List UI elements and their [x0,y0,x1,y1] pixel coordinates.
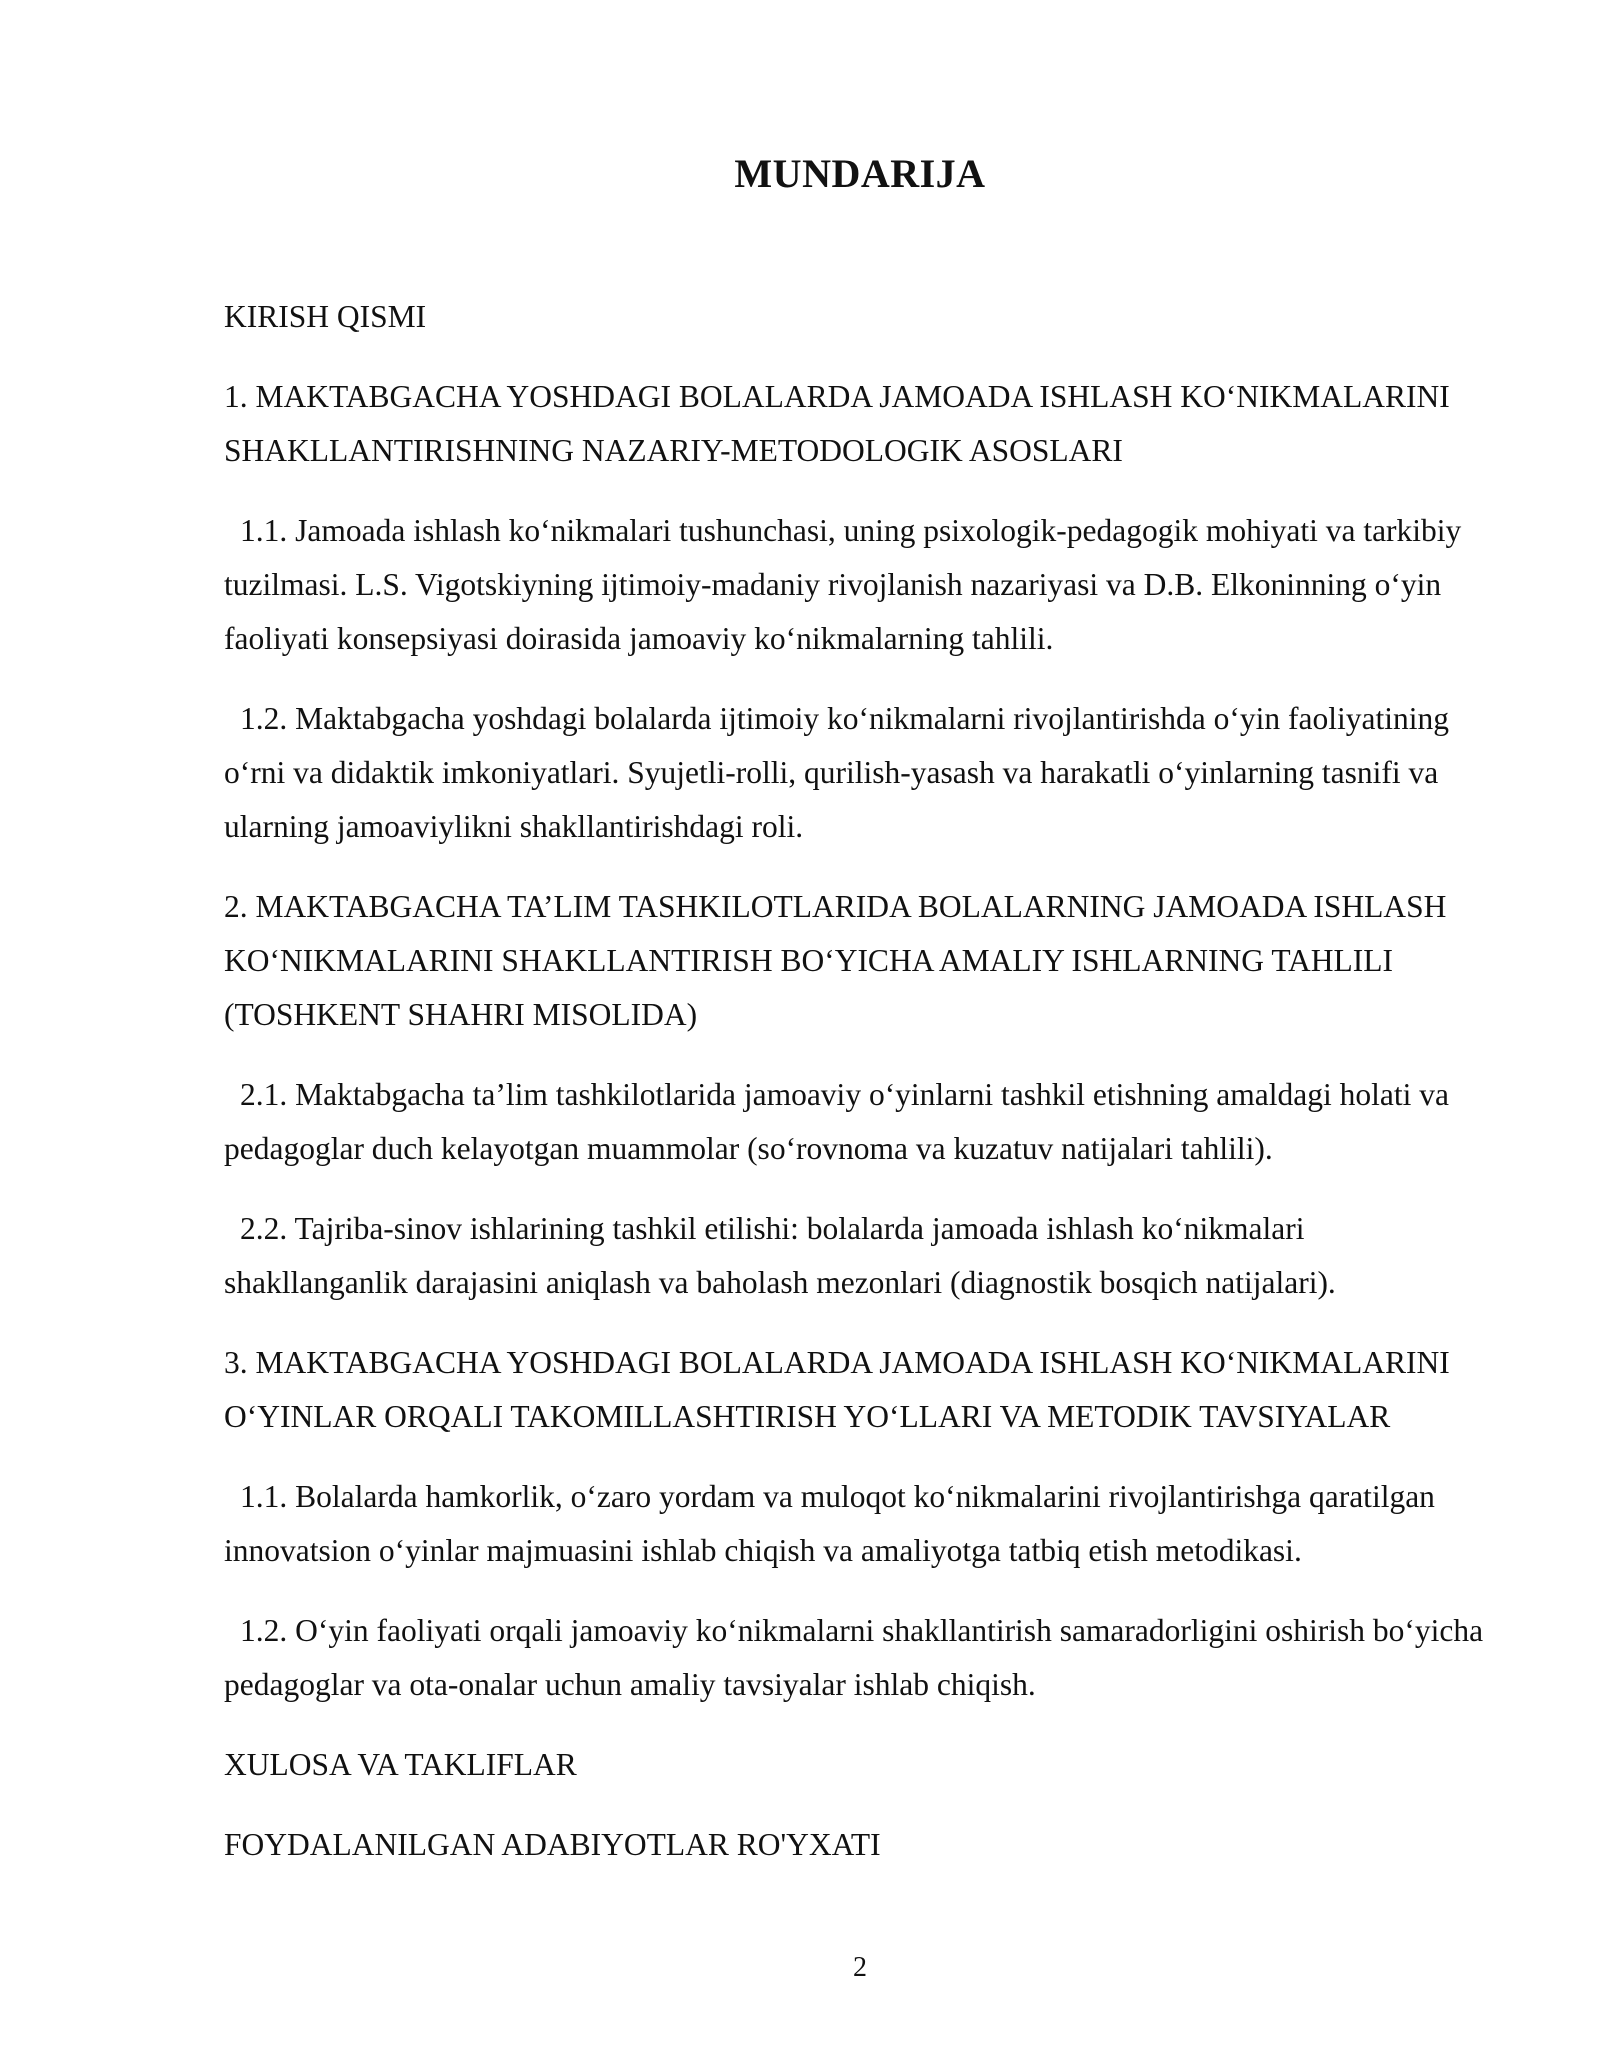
toc-entry-introduction: KIRISH QISMI [224,299,427,334]
toc-entry-section-1-1: 1.1. Jamoada ishlash ko‘nikmalari tushunchasi, uning psixologik-pedagogik mohiyati va tarkibiy tuzilmasi. L.S. Vigotskiyning ijtimoiy-madaniy rivojlanish nazariyasi va D.B. Elkoninning o‘yin faoliyati konsepsiyasi doirasida jamoaviy ko‘nikmalarning tahlili. [224,513,1462,656]
toc-entry-chapter-2: 2. MAKTABGACHA TA’LIM TASHKILOTLARIDA BOLALARNING JAMOADA ISHLASH KO‘NIKMALARINI SHAKLLANTIRISH BO‘YICHA AMALIY ISHLARNING TAHLILI (TOSHKENT SHAHRI MISOLIDA) [224,889,1447,1032]
page-number: 2 [853,1952,867,1983]
toc-entry-section-1-2: 1.2. Maktabgacha yoshdagi bolalarda ijtimoiy ko‘nikmalarni rivojlantirishda o‘yin faoliyatining o‘rni va didaktik imkoniyatlari. Syujetli-rolli, qurilish-yasash va harakatli o‘yinlarning tasnifi va ularning jamoaviylikni shakllantirishdagi roli. [224,701,1449,844]
toc-entry-chapter-3: 3. MAKTABGACHA YOSHDAGI BOLALARDA JAMOADA ISHLASH KO‘NIKMALARINI O‘YINLAR ORQALI TAKOMILLASHTIRISH YO‘LLARI VA METODIK TAVSIYALAR [224,1345,1450,1434]
table-of-contents [224,290,1492,1872]
page-title: MUNDARIJA [734,151,986,196]
toc-entry-chapter-1: 1. MAKTABGACHA YOSHDAGI BOLALARDA JAMOADA ISHLASH KO‘NIKMALARINI SHAKLLANTIRISHNING NAZARIY-METODOLOGIK ASOSLARI [224,379,1450,468]
toc-entry-section-3-1: 1.1. Bolalarda hamkorlik, o‘zaro yordam va muloqot ko‘nikmalarini rivojlantirishga qaratilgan innovatsion o‘yinlar majmuasini ishlab chiqish va amaliyotga tatbiq etish metodikasi. [224,1479,1435,1568]
toc-entry-section-3-2: 1.2. O‘yin faoliyati orqali jamoaviy ko‘nikmalarni shakllantirish samaradorligini oshirish bo‘yicha pedagoglar va ota-onalar uchun amaliy tavsiyalar ishlab chiqish. [224,1613,1484,1702]
toc-entry-conclusion: XULOSA VA TAKLIFLAR [224,1747,577,1782]
toc-entry-section-2-1: 2.1. Maktabgacha ta’lim tashkilotlarida jamoaviy o‘yinlarni tashkil etishning amaldagi holati va pedagoglar duch kelayotgan muammolar (so‘rovnoma va kuzatuv natijalari tahlili). [224,1077,1449,1166]
toc-entry-references: FOYDALANILGAN ADABIYOTLAR RO'YXATI [224,1827,881,1862]
toc-entry-section-2-2: 2.2. Tajriba-sinov ishlarining tashkil etilishi: bolalarda jamoada ishlash ko‘nikmalari shakllanganlik darajasini aniqlash va baholash mezonlari (diagnostik bosqich natijalari). [224,1211,1336,1300]
